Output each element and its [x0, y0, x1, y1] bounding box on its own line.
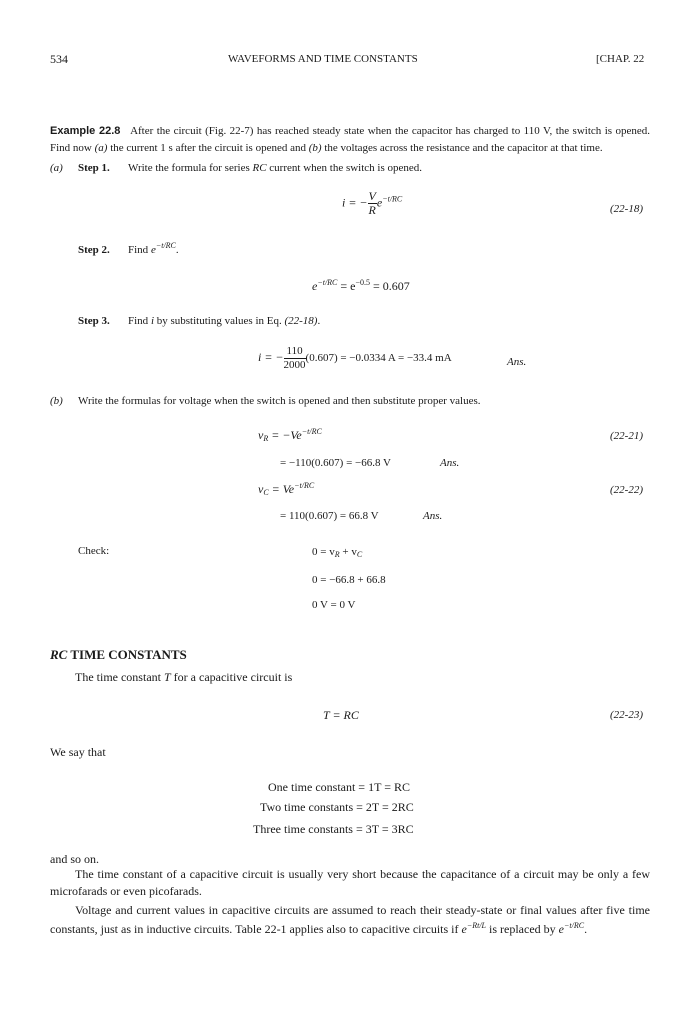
step3-text: [128, 315, 320, 327]
step2-text-end: .: [175, 244, 179, 256]
equation-22-18: [342, 190, 402, 217]
equation-22-22: [258, 482, 314, 497]
example-statement: [50, 123, 650, 157]
check-line1-a: 0 = v: [312, 546, 335, 558]
step3-text-start: Find: [128, 315, 151, 327]
eq22-rhs: = Ve: [268, 482, 295, 496]
para2-end: .: [584, 922, 588, 936]
step2-text-start: Find: [128, 244, 151, 256]
paragraph-five-time-constants: [50, 901, 650, 939]
section-intro-b: for a capacitive circuit is: [170, 670, 293, 684]
step2-label: Step 2.: [78, 244, 110, 256]
chapter-label: [CHAP. 22: [596, 53, 645, 65]
part-a-marker: (a): [50, 162, 63, 174]
para2-base2: e: [558, 922, 564, 936]
vr-answer-marker: Ans.: [440, 457, 460, 469]
eq18-base: e: [376, 195, 383, 210]
step3-answer-marker: Ans.: [507, 356, 527, 368]
vc-calculation: = 110(0.607) = 66.8 V: [280, 510, 379, 522]
para2-exp2: −t/RC: [563, 921, 585, 930]
check-line1-b: + v: [339, 546, 357, 558]
example-text-3: the voltages across the resistance and the capacitor at that time.: [321, 142, 603, 154]
paragraph-time-constant-short: The time constant of a capacitive circuit is usually very short because the capacitance of a circuit may be only a few microfarads or even picofarads.: [50, 867, 650, 898]
step2-eq-exp1: −t/RC: [317, 278, 338, 287]
section-heading-italic: RC: [50, 647, 68, 662]
step2-eq-end: = 0.607: [370, 279, 410, 293]
step2-text-base: e: [150, 244, 156, 256]
page-number: 534: [50, 52, 68, 66]
step3-text-var: i: [150, 315, 154, 327]
eq21-rhs: = −Ve: [268, 428, 302, 442]
running-title: WAVEFORMS AND TIME CONSTANTS: [228, 53, 418, 65]
step2-eq-base: e: [312, 279, 318, 293]
step3-text-end: .: [317, 315, 321, 327]
check-line-2: 0 = −66.8 + 66.8: [312, 574, 386, 586]
step3-eq-lhs: i = −: [258, 350, 284, 365]
and-so-on: and so on.: [50, 852, 99, 866]
step1-text: [128, 162, 422, 174]
eq22-sub: C: [263, 488, 269, 497]
step2-equation: [312, 279, 410, 294]
time-constant-one: One time constant = 1T = RC: [268, 780, 410, 794]
step3-text-mid: by substituting values in Eq.: [154, 315, 285, 327]
step1-text-end: current when the switch is opened.: [266, 162, 423, 174]
eq21-lhs: v: [258, 428, 264, 442]
time-constant-three: Three time constants = 3T = 3RC: [253, 822, 414, 836]
para2-base1: e: [461, 922, 467, 936]
step1-label: Step 1.: [78, 162, 110, 174]
step1-text-var: RC: [252, 162, 267, 174]
vc-answer-marker: Ans.: [423, 510, 443, 522]
step3-equation: [258, 345, 452, 372]
eq18-lhs: i = −: [342, 195, 368, 210]
check-line1-sub1: R: [334, 550, 340, 559]
eq18-exponent: −t/RC: [382, 194, 403, 204]
equation-22-23: T = RC: [323, 708, 359, 722]
example-label: Example 22.8: [50, 125, 121, 137]
step2-text: [128, 241, 179, 256]
eq-number-22-18: (22-18): [610, 203, 643, 215]
step2-text-exp: −t/RC: [155, 241, 176, 250]
section-intro-a: The time constant: [75, 670, 164, 684]
eq21-exp: −t/RC: [301, 427, 322, 436]
check-line1-sub2: C: [356, 550, 363, 559]
step1-text-start: Write the formula for series: [128, 162, 253, 174]
we-say-that: We say that: [50, 745, 106, 759]
step3-eq-rest: (0.607) = −0.0334 A = −33.4 mA: [305, 352, 452, 365]
check-label: Check:: [78, 545, 110, 557]
equation-22-21: [258, 428, 322, 443]
eq22-lhs: v: [258, 482, 264, 496]
eq18-denominator: R: [368, 203, 376, 217]
section-heading-rest: TIME CONSTANTS: [67, 647, 187, 662]
time-constant-two: Two time constants = 2T = 2RC: [260, 800, 414, 814]
vr-calculation: = −110(0.607) = −66.8 V: [280, 457, 391, 469]
section-intro-var: T: [163, 670, 171, 684]
example-text-1: After the circuit (Fig. 22-7) has reached steady state when the capacitor has charged to 110 V, the switch is opened. Find now: [50, 125, 650, 154]
step2-eq-mid: = e: [337, 279, 356, 293]
para2-exp1: −Rt/L: [466, 921, 487, 930]
eq-number-22-21: (22-21): [610, 430, 643, 442]
part-b-marker: (b): [50, 395, 63, 407]
example-part-a-marker: (a): [94, 142, 108, 154]
eq22-exp: −t/RC: [294, 481, 315, 490]
eq-number-22-22: (22-22): [610, 484, 643, 496]
section-intro: [75, 670, 292, 685]
eq21-sub: R: [263, 434, 269, 443]
check-line-1: [312, 546, 362, 558]
section-heading: [50, 647, 187, 663]
example-text-2: the current 1 s after the circuit is opened and: [107, 142, 309, 154]
part-b-text: Write the formulas for voltage when the switch is opened and then substitute proper values.: [78, 395, 481, 407]
check-line-3: 0 V = 0 V: [312, 599, 356, 611]
step3-eq-numerator: 110: [284, 345, 306, 359]
para2-text-a: Voltage and current values in capacitive circuits are assumed to reach their steady-state or final values after five time constants, just as in inductive circuits. Table 22-1 applies also to capacitive circuits if: [50, 903, 650, 936]
step3-label: Step 3.: [78, 315, 110, 327]
step3-eq-denominator: 2000: [283, 359, 306, 371]
step3-text-eq: (22-18): [284, 315, 318, 327]
step2-eq-exp2: −0.5: [355, 278, 371, 287]
eq-number-22-23: (22-23): [610, 709, 643, 721]
example-part-b-marker: (b): [308, 142, 322, 154]
eq18-numerator: V: [368, 189, 376, 203]
para2-text-b: is replaced by: [486, 922, 559, 936]
